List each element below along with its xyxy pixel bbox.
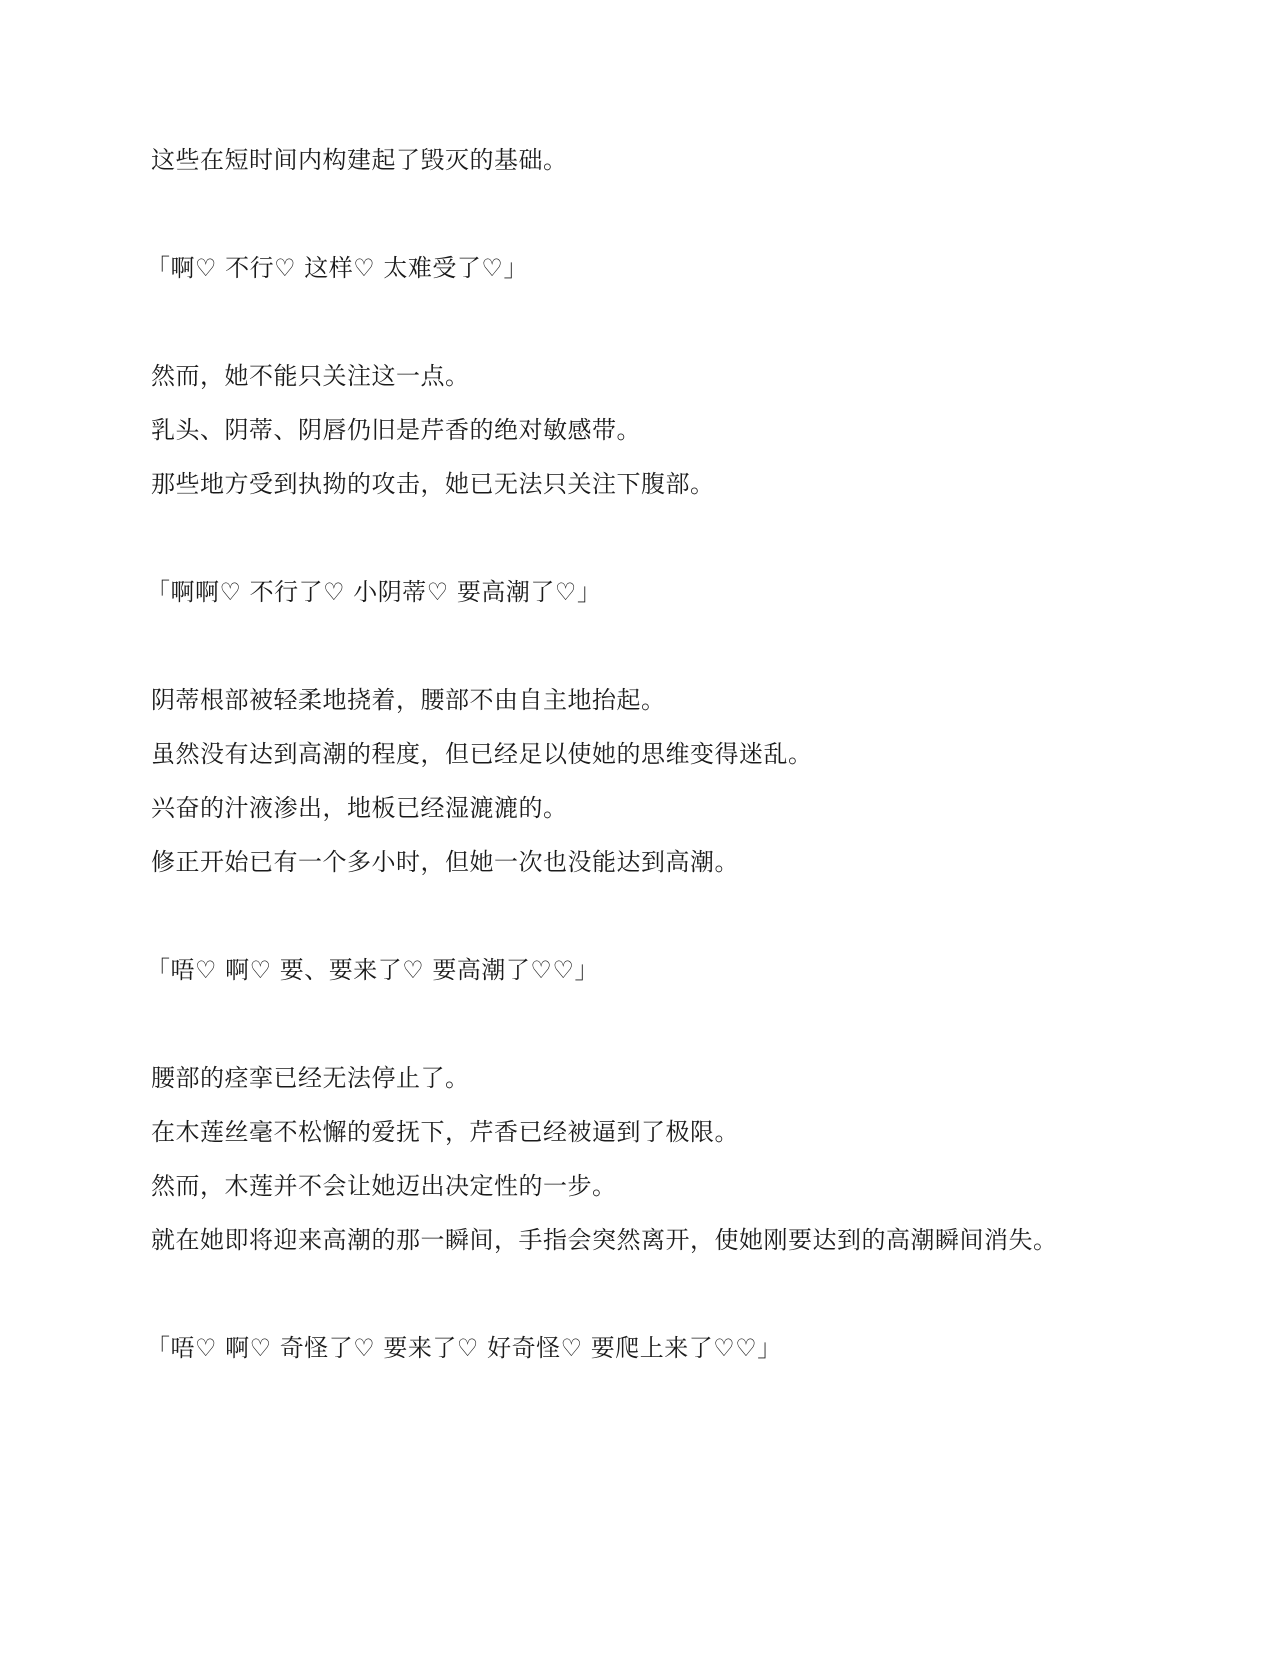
- paragraph-line: 这些在短时间内构建起了毁灭的基础。: [151, 146, 568, 174]
- paragraph-line: 虽然没有达到高潮的程度，但已经足以使她的思维变得迷乱。: [151, 740, 813, 768]
- paragraph-line: 乳头、阴蒂、阴唇仍旧是芹香的绝对敏感带。: [151, 416, 641, 444]
- dialogue-line: 「唔♡ 啊♡ 要、要来了♡ 要高潮了♡♡」: [146, 956, 599, 984]
- paragraph-line: 在木莲丝毫不松懈的爱抚下，芹香已经被逼到了极限。: [151, 1118, 739, 1146]
- paragraph-line: 兴奋的汁液渗出，地板已经湿漉漉的。: [151, 794, 568, 822]
- dialogue-line: 「啊啊♡ 不行了♡ 小阴蒂♡ 要高潮了♡」: [146, 578, 602, 606]
- paragraph-line: 那些地方受到执拗的攻击，她已无法只关注下腹部。: [151, 470, 715, 498]
- paragraph-line: 阴蒂根部被轻柔地挠着，腰部不由自主地抬起。: [151, 686, 666, 714]
- paragraph-line: 就在她即将迎来高潮的那一瞬间，手指会突然离开，使她刚要达到的高潮瞬间消失。: [151, 1226, 1058, 1254]
- dialogue-line: 「啊♡ 不行♡ 这样♡ 太难受了♡」: [146, 254, 528, 282]
- paragraph-line: 然而，她不能只关注这一点。: [151, 362, 470, 390]
- paragraph-line: 修正开始已有一个多小时，但她一次也没能达到高潮。: [151, 848, 739, 876]
- paragraph-line: 然而，木莲并不会让她迈出决定性的一步。: [151, 1172, 617, 1200]
- paragraph-line: 腰部的痉挛已经无法停止了。: [151, 1064, 470, 1092]
- dialogue-line: 「唔♡ 啊♡ 奇怪了♡ 要来了♡ 好奇怪♡ 要爬上来了♡♡」: [146, 1334, 782, 1362]
